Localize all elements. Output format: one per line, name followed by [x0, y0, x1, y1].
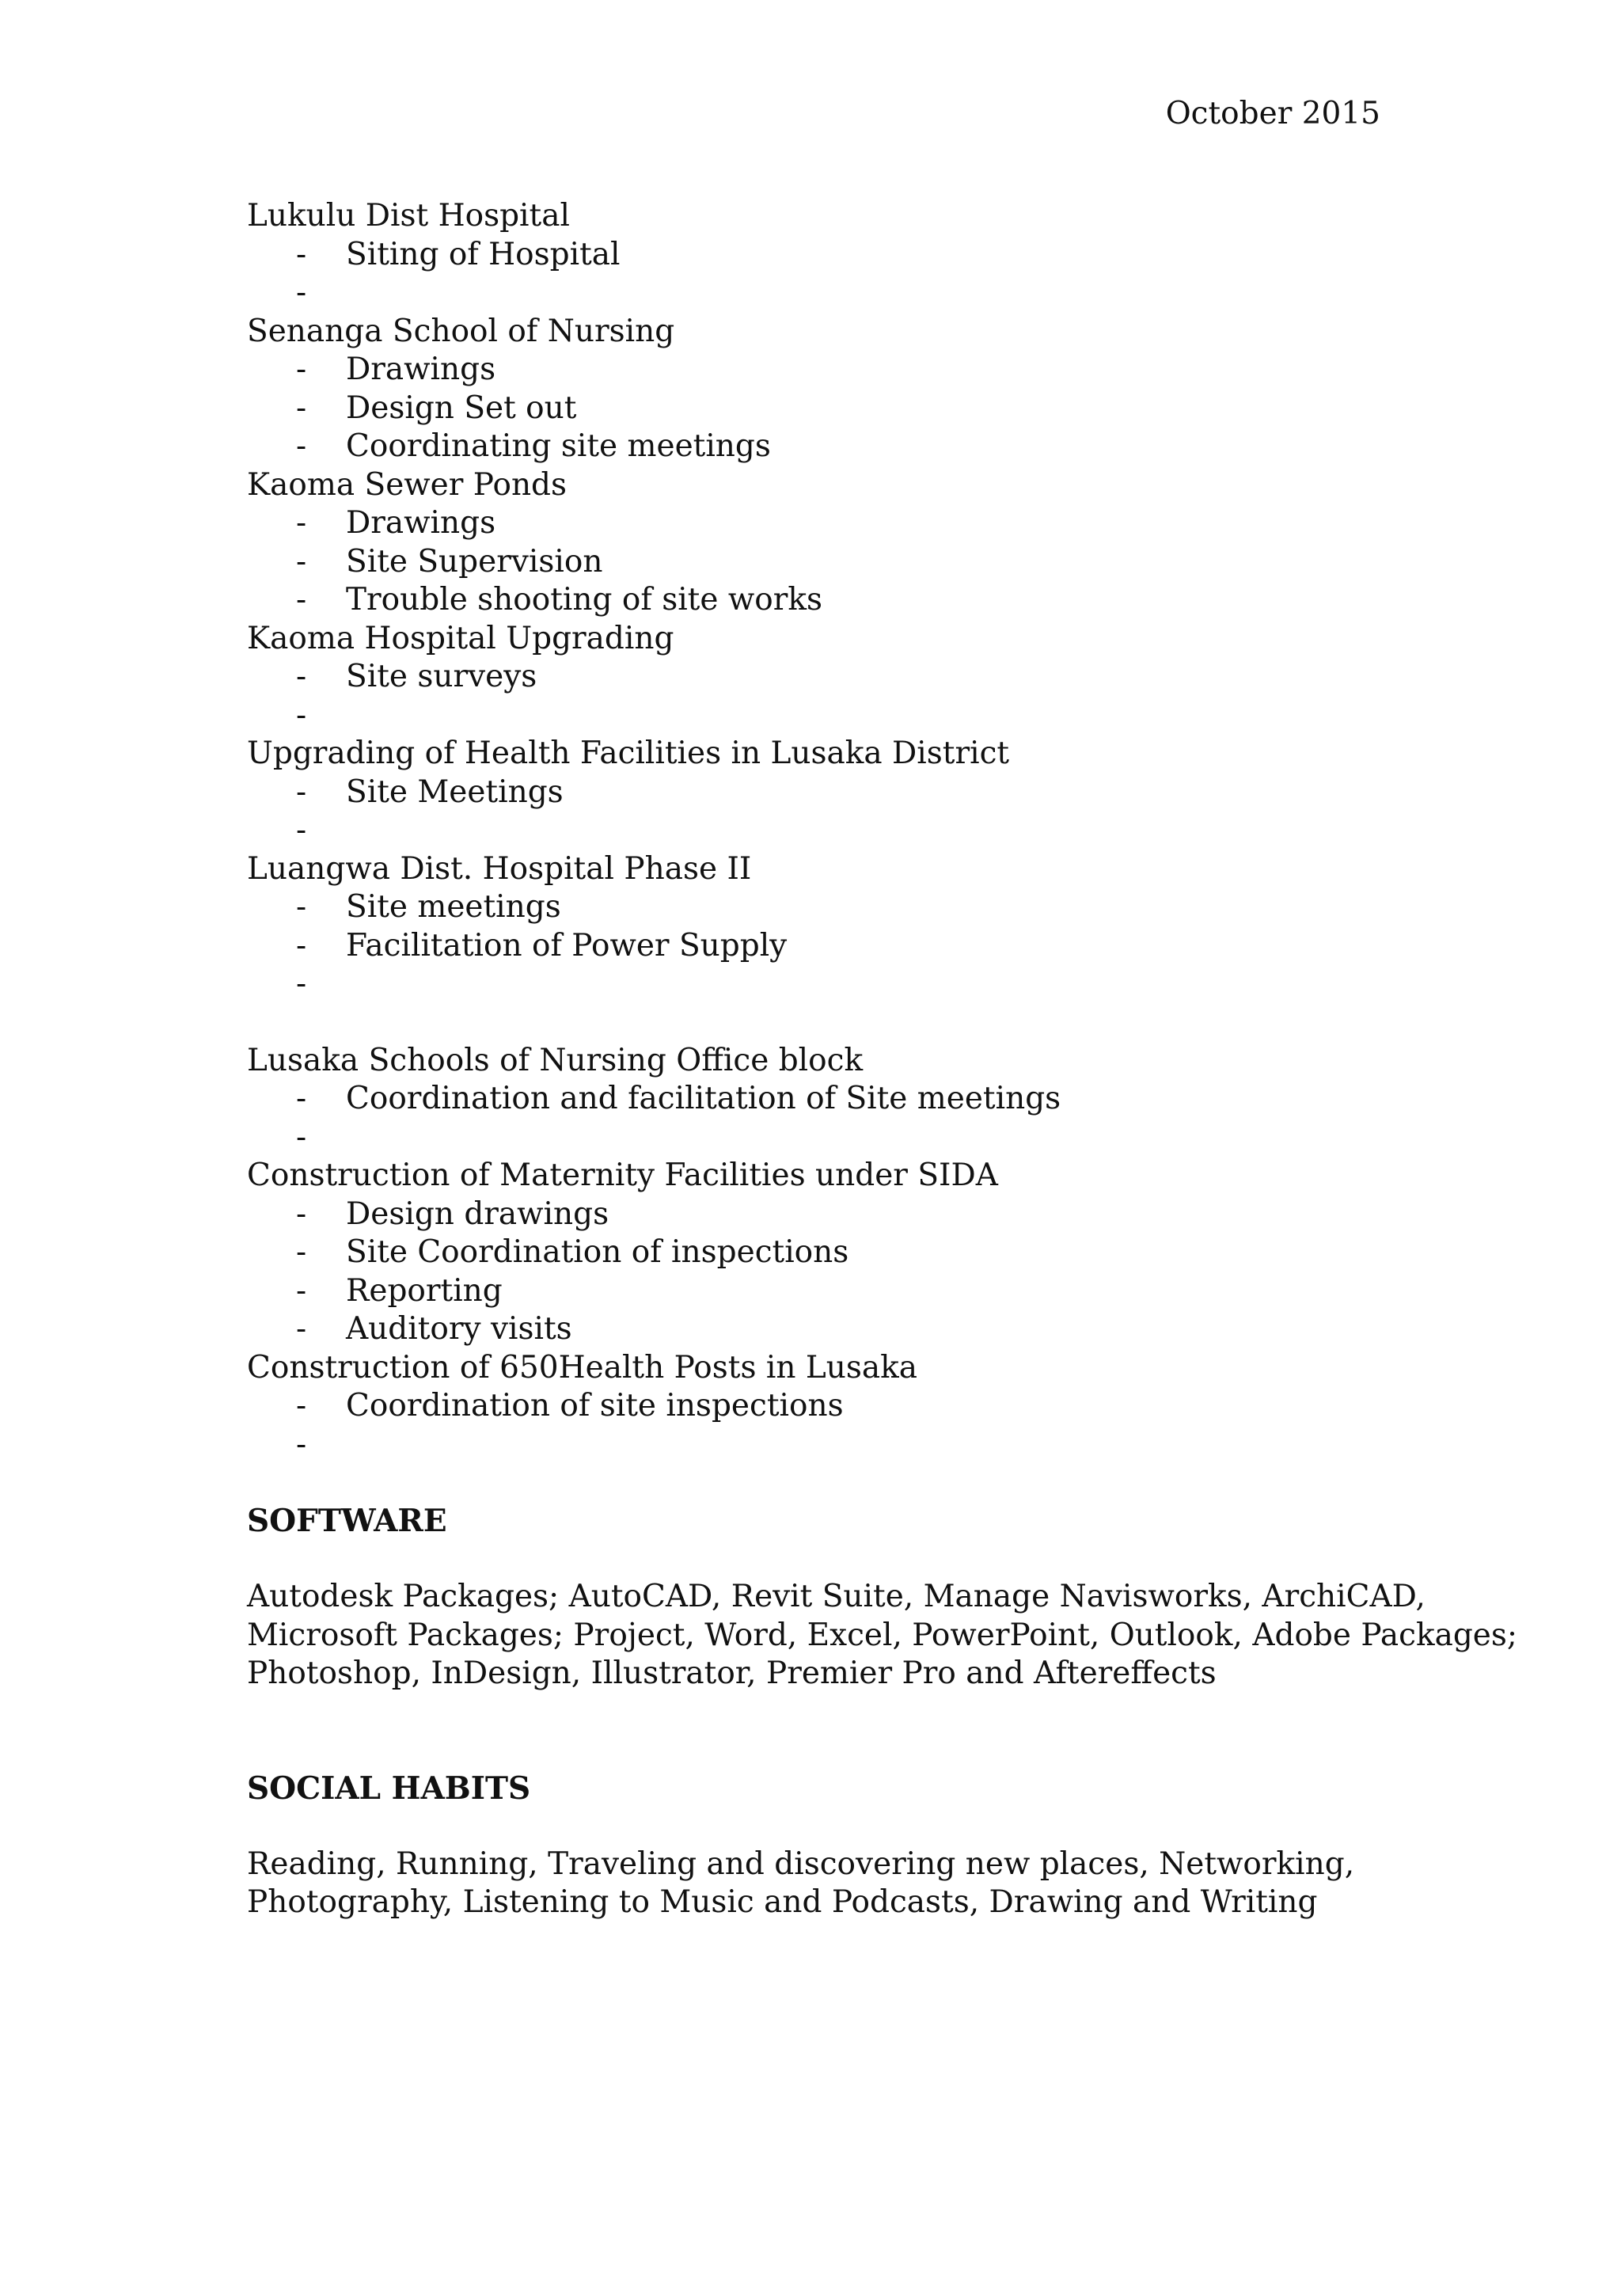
- project-entry: [247, 1042, 1403, 1158]
- dash-bullet: -: [296, 1388, 307, 1424]
- task-text: Trouble shooting of site works: [346, 582, 822, 618]
- task-item: [247, 965, 1403, 1004]
- dash-bullet: -: [296, 582, 307, 618]
- project-title: Kaoma Hospital Upgrading: [247, 620, 674, 656]
- project-entry: [247, 735, 1403, 850]
- task-text: Site meetings: [346, 889, 561, 925]
- task-list: [247, 888, 1403, 1004]
- project-title: Luangwa Dist. Hospital Phase II: [247, 850, 752, 887]
- task-item: [247, 697, 1403, 736]
- dash-bullet: -: [296, 543, 307, 580]
- task-text: Drawings: [346, 352, 496, 387]
- task-text: Site surveys: [346, 659, 537, 694]
- dash-bullet: -: [296, 1272, 307, 1309]
- blank-line: [247, 1732, 1403, 1770]
- project-entry: [247, 850, 1403, 1042]
- project-title: Upgrading of Health Facilities in Lusaka District: [247, 736, 1010, 771]
- blank-line: [247, 1540, 1403, 1578]
- task-item: [247, 1272, 1403, 1311]
- software-line: Autodesk Packages; AutoCAD, Revit Suite, Manage Navisworks, ArchiCAD,: [247, 1579, 1425, 1614]
- software-line: Photoshop, InDesign, Illustrator, Premier Pro and Aftereffects: [247, 1655, 1217, 1691]
- dash-bullet: -: [296, 505, 307, 541]
- social-habits-paragraph: [247, 1846, 1403, 1922]
- task-item: [247, 1119, 1403, 1158]
- task-text: Siting of Hospital: [346, 236, 621, 272]
- project-entry: [247, 197, 1403, 313]
- task-text: Site Coordination of inspections: [346, 1234, 849, 1270]
- task-item: [247, 774, 1403, 812]
- task-item: [247, 812, 1403, 850]
- task-item: [247, 274, 1403, 313]
- task-item: [247, 1426, 1403, 1465]
- task-text: Reporting: [346, 1272, 503, 1309]
- task-item: [247, 1387, 1403, 1426]
- task-list: [247, 1196, 1403, 1349]
- task-item: [247, 236, 1403, 275]
- project-entry: [247, 1349, 1403, 1465]
- project-title: Lukulu Dist Hospital: [247, 198, 570, 234]
- document-body: [247, 197, 1518, 1922]
- task-item: [247, 390, 1403, 428]
- dash-bullet: -: [296, 812, 307, 848]
- dash-bullet: -: [296, 1119, 307, 1155]
- task-list: [247, 504, 1403, 620]
- task-list: [247, 774, 1403, 850]
- dash-bullet: -: [296, 1311, 307, 1347]
- task-item: [247, 1310, 1403, 1349]
- blank-line: [247, 1004, 1403, 1042]
- project-title: Construction of Maternity Facilities under SIDA: [247, 1158, 998, 1193]
- project-title: Senanga School of Nursing: [247, 313, 675, 349]
- dash-bullet: -: [296, 1196, 307, 1232]
- task-item: [247, 1234, 1403, 1272]
- task-text: Drawings: [346, 505, 496, 541]
- task-item: [247, 543, 1403, 582]
- blank-line: [247, 1693, 1403, 1732]
- blank-line: [247, 1464, 1403, 1502]
- task-item: [247, 927, 1403, 966]
- dash-bullet: -: [296, 1234, 307, 1270]
- dash-bullet: -: [296, 1426, 307, 1462]
- task-text: Site Meetings: [346, 774, 564, 810]
- dash-bullet: -: [296, 390, 307, 426]
- social-habits-line: Photography, Listening to Music and Podcasts, Drawing and Writing: [247, 1884, 1318, 1920]
- dash-bullet: -: [296, 428, 307, 464]
- social-habits-heading: SOCIAL HABITS: [247, 1770, 531, 1807]
- dash-bullet: -: [296, 236, 307, 272]
- project-entry: [247, 466, 1403, 620]
- project-title: Kaoma Sewer Ponds: [247, 466, 568, 503]
- task-list: [247, 236, 1403, 313]
- task-text: Coordinating site meetings: [346, 428, 771, 464]
- dash-bullet: -: [296, 774, 307, 810]
- task-item: [247, 658, 1403, 697]
- dash-bullet: -: [296, 1081, 307, 1116]
- task-item: [247, 351, 1403, 390]
- dash-bullet: -: [296, 966, 307, 1002]
- task-item: [247, 581, 1403, 620]
- project-entry: [247, 1157, 1403, 1349]
- document-date: October 2015: [1165, 96, 1380, 131]
- dash-bullet: -: [296, 275, 307, 310]
- dash-bullet: -: [296, 659, 307, 694]
- project-title: Construction of 650Health Posts in Lusaka: [247, 1349, 918, 1386]
- task-text: Facilitation of Power Supply: [346, 927, 788, 964]
- task-list: [247, 1387, 1403, 1464]
- task-list: [247, 351, 1403, 466]
- project-entry: [247, 620, 1403, 736]
- project-title: Lusaka Schools of Nursing Office block: [247, 1042, 864, 1078]
- software-heading: SOFTWARE: [247, 1503, 447, 1539]
- task-list: [247, 658, 1403, 735]
- software-paragraph: [247, 1578, 1518, 1693]
- dash-bullet: -: [296, 697, 307, 733]
- dash-bullet: -: [296, 889, 307, 925]
- task-item: [247, 1196, 1403, 1234]
- task-list: [247, 1080, 1403, 1157]
- task-item: [247, 428, 1403, 466]
- task-text: Auditory visits: [346, 1311, 572, 1347]
- task-text: Design Set out: [346, 390, 577, 426]
- task-item: [247, 888, 1403, 927]
- task-text: Site Supervision: [346, 543, 603, 580]
- task-item: [247, 1080, 1403, 1119]
- task-text: Design drawings: [346, 1196, 609, 1232]
- social-habits-line: Reading, Running, Traveling and discovering new places, Networking,: [247, 1846, 1355, 1882]
- task-text: Coordination and facilitation of Site meetings: [346, 1081, 1061, 1116]
- task-item: [247, 504, 1403, 543]
- task-text: Coordination of site inspections: [346, 1388, 844, 1424]
- software-line: Microsoft Packages; Project, Word, Excel, PowerPoint, Outlook, Adobe Packages;: [247, 1617, 1518, 1653]
- blank-line: [247, 1808, 1403, 1846]
- dash-bullet: -: [296, 927, 307, 964]
- project-entry: [247, 313, 1403, 466]
- dash-bullet: -: [296, 352, 307, 387]
